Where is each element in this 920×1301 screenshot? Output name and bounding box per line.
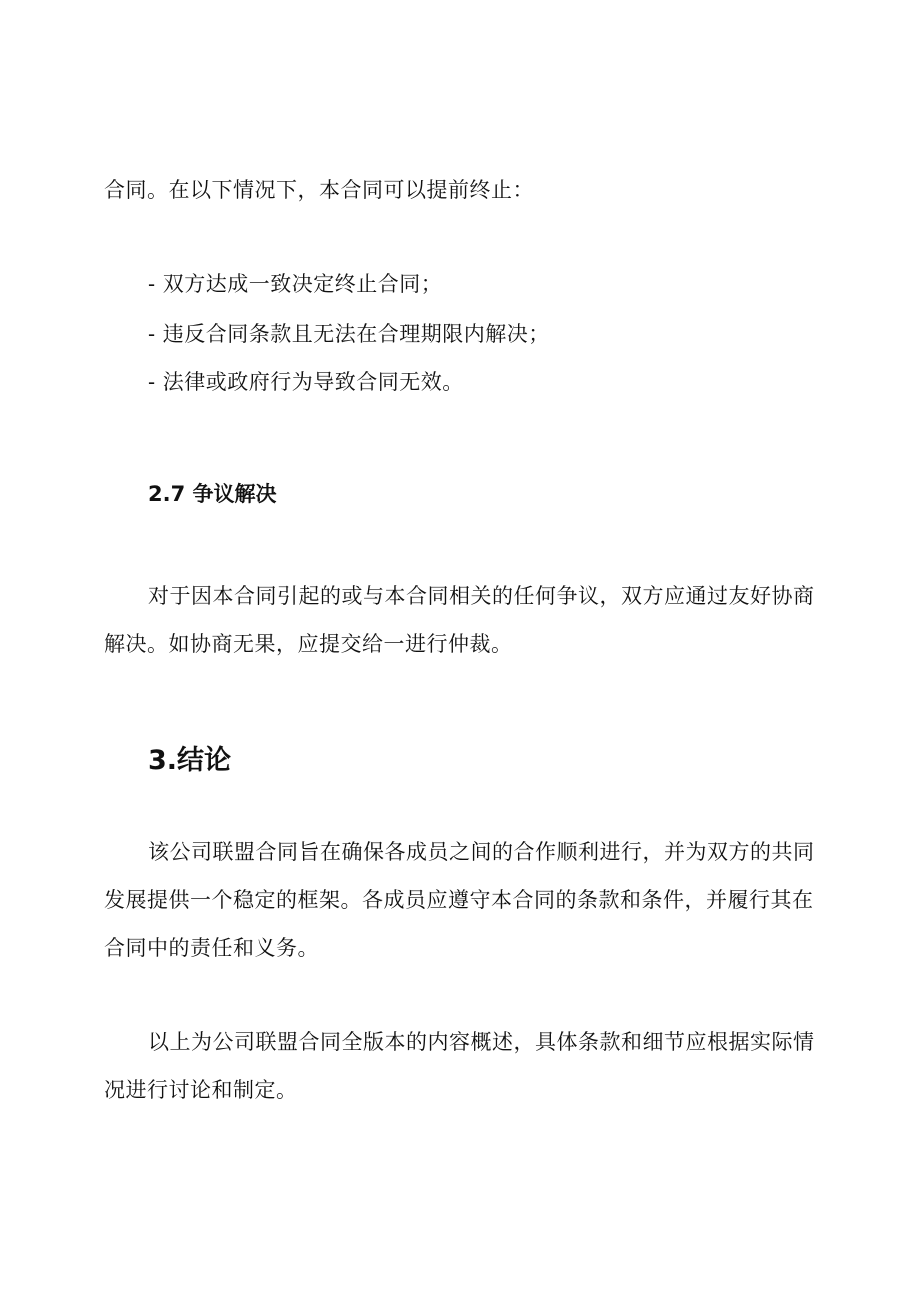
list-item: - 违反合同条款且无法在合理期限内解决；: [148, 322, 550, 346]
paragraph-line: 合同中的责任和义务。: [104, 936, 319, 960]
intro-text: 合同。在以下情况下，本合同可以提前终止：: [104, 178, 534, 202]
paragraph-line: 该公司联盟合同旨在确保各成员之间的合作顺利进行，并为双方的共同: [148, 840, 815, 864]
section-heading-2-7: 2.7 争议解决: [148, 482, 277, 506]
paragraph-line: 对于因本合同引起的或与本合同相关的任何争议，双方应通过友好协商: [148, 584, 815, 608]
paragraph-line: 以上为公司联盟合同全版本的内容概述，具体条款和细节应根据实际情: [148, 1030, 815, 1054]
paragraph-line: 况进行讨论和制定。: [104, 1078, 298, 1102]
list-item: - 双方达成一致决定终止合同；: [148, 272, 443, 296]
section-heading-3: 3.结论: [148, 745, 232, 776]
list-item: - 法律或政府行为导致合同无效。: [148, 370, 464, 394]
paragraph-line: 解决。如协商无果，应提交给一进行仲裁。: [104, 632, 513, 656]
paragraph-line: 发展提供一个稳定的框架。各成员应遵守本合同的条款和条件，并履行其在: [104, 888, 814, 912]
